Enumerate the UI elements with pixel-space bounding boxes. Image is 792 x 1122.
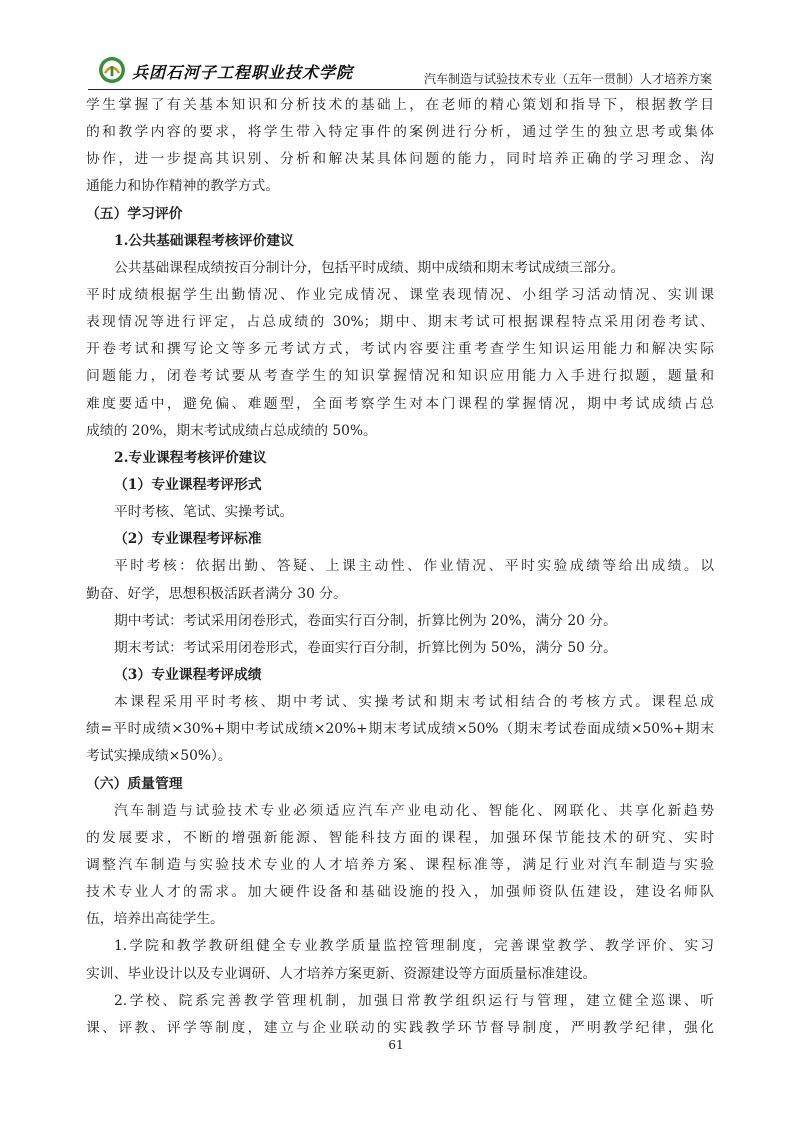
paragraph-line: 本课程采用平时考核、期中考试、实操考试和期末考试相结合的考核方式。课程总成 (114, 694, 714, 711)
heading-assessment-standard: （2）专业课程考评标准 (114, 531, 262, 548)
paragraph-line: 绩=平时成绩×30%+期中考试成绩×20%+期末考试成绩×50%（期末考试卷面成绩×50%+期末 (86, 721, 714, 738)
paragraph-line: 技术专业人才的需求。加大硬件设备和基础设施的投入，加强师资队伍建设，建设名师队 (86, 884, 714, 901)
paragraph-line: 通能力和协作精神的教学方式。 (86, 178, 280, 195)
section-heading-quality-management: （六）质量管理 (86, 775, 183, 792)
program-title: 汽车制造与试验技术专业（五年一贯制）人才培养方案 (423, 72, 712, 86)
page-header (88, 50, 712, 90)
paragraph-line: 平时考核：依据出勤、答疑、上课主动性、作业情况、平时实验成绩等给出成绩。以 (114, 558, 714, 575)
paragraph-line: 勤奋、好学，思想积极活跃者满分 30 分。 (86, 585, 347, 602)
paragraph-line: 学生掌握了有关基本知识和分析技术的基础上，在老师的精心策划和指导下，根据教学目 (86, 97, 714, 113)
paragraph-line: 开卷考试和撰写论文等多元考试方式，考试内容要注重考查学生知识运用能力和解决实际 (86, 341, 714, 358)
paragraph-line: 表现情况等进行评定，占总成绩的 30%；期中、期末考试可根据课程特点采用闭卷考试、 (86, 314, 714, 331)
section-heading-learning-evaluation: （五）学习评价 (86, 205, 183, 222)
paragraph-line: 平时考核、笔试、实操考试。 (114, 504, 294, 521)
school-name: 兵团石河子工程职业技术学院 (132, 63, 354, 82)
paragraph-line: 调整汽车制造与实验技术专业的人才培养方案、课程标准等，满足行业对汽车制造与实验 (86, 856, 714, 873)
paragraph-line: 问题能力，闭卷考试要从考查学生的知识掌握情况和知识应用能力入手进行拟题，题量和 (86, 368, 714, 385)
page-number: 61 (388, 1038, 404, 1052)
paragraph-line: 期中考试：考试采用闭卷形式，卷面实行百分制，折算比例为 20%，满分 20 分。 (114, 612, 617, 629)
paragraph-line: 汽车制造与试验技术专业必须适应汽车产业电动化、智能化、网联化、共享化新趋势 (114, 802, 714, 819)
paragraph-line: 的和教学内容的要求，将学生带入特定事件的案例进行分析，通过学生的独立思考或集体 (86, 124, 714, 141)
paragraph-line: 实训、毕业设计以及专业调研、人才培养方案更新、资源建设等方面质量标准建设。 (86, 965, 597, 982)
subsection-heading-professional-courses: 2.专业课程考核评价建议 (114, 449, 267, 466)
header-rule (88, 89, 712, 90)
paragraph-line: 伍，培养出高徒学生。 (86, 911, 224, 928)
heading-assessment-result: （3）专业课程考评成绩 (114, 666, 262, 683)
paragraph-line: 1.学院和教学教研组健全专业教学质量监控管理制度，完善课堂教学、教学评价、实习 (114, 938, 714, 955)
paragraph-line: 期末考试：考试采用闭卷形式，卷面实行百分制，折算比例为 50%，满分 50 分。 (114, 639, 617, 656)
paragraph-line: 公共基础课程成绩按百分制计分，包括平时成绩、期中成绩和期末考试成绩三部分。 (114, 259, 625, 276)
subsection-heading-public-courses: 1.公共基础课程考核评价建议 (114, 232, 294, 249)
page-content (86, 92, 714, 1042)
heading-assessment-form: （1）专业课程考评形式 (114, 476, 262, 493)
paragraph-line: 协作，进一步提高其识别、分析和解决某具体问题的能力，同时培养正确的学习理念、沟 (86, 151, 714, 168)
school-logo-icon (98, 56, 126, 84)
paragraph-line: 课、评教、评学等制度，建立与企业联动的实践教学环节督导制度，严明教学纪律，强化 (86, 1019, 714, 1036)
paragraph-line: 平时成绩根据学生出勤情况、作业完成情况、课堂表现情况、小组学习活动情况、实训课 (86, 286, 714, 303)
paragraph-line: 成绩的 20%，期末考试成绩占总成绩的 50%。 (86, 422, 377, 439)
paragraph-line: 考试实操成绩×50%）。 (86, 748, 232, 765)
paragraph-line: 的发展要求，不断的增强新能源、智能科技方面的课程，加强环保节能技术的研究、实时 (86, 829, 714, 846)
paragraph-line: 2.学校、院系完善教学管理机制，加强日常教学组织运行与管理，建立健全巡课、听 (114, 992, 714, 1009)
paragraph-line: 难度要适中，避免偏、难题型，全面考察学生对本门课程的掌握情况，期中考试成绩占总 (86, 395, 714, 412)
